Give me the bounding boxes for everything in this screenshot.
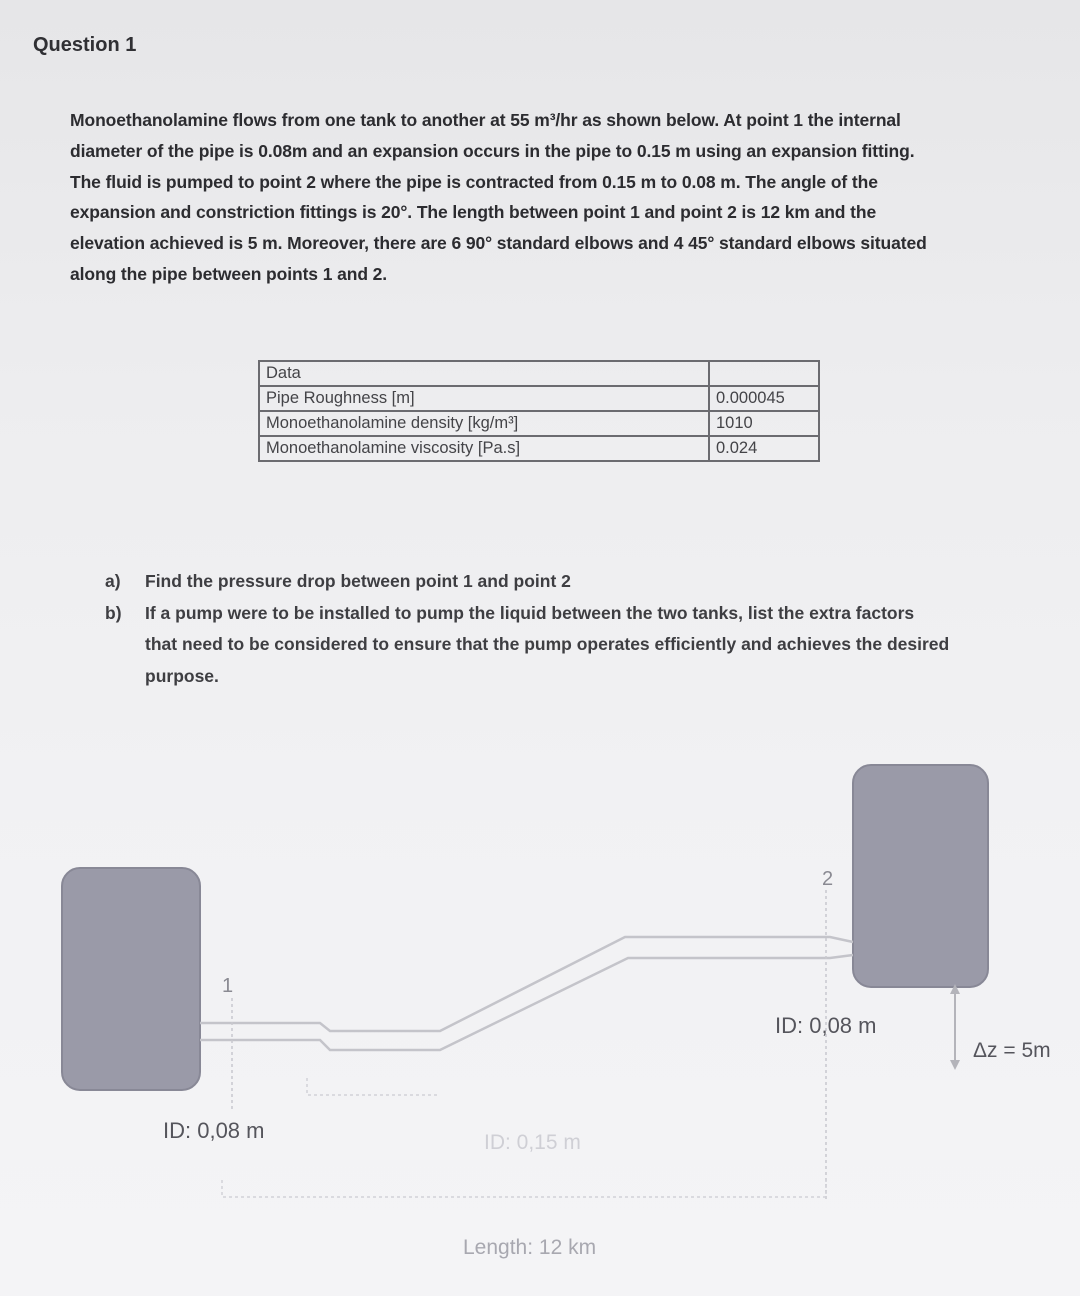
pipe-lower-wall — [200, 955, 853, 1050]
pipe-upper-wall — [200, 937, 853, 1031]
length-label: Length: 12 km — [463, 1236, 597, 1259]
question-line: that need to be considered to ensure that the pump operates efficiently and achieves the desired — [145, 634, 950, 654]
right-tank — [853, 765, 988, 987]
table-value: 1010 — [709, 411, 819, 436]
delta-z-label: Δz = 5m — [973, 1039, 1051, 1062]
table-value: 0.000045 — [709, 386, 819, 411]
statement-line: diameter of the pipe is 0.08m and an expansion occurs in the pipe to 0.15 m using an expansion fitting. — [70, 140, 915, 161]
statement-line: The fluid is pumped to point 2 where the pipe is contracted from 0.15 m to 0.08 m. The angle of the — [70, 171, 878, 192]
point2-label: 2 — [822, 868, 834, 890]
table-value: 0.024 — [709, 436, 819, 461]
statement-line: along the pipe between points 1 and 2. — [70, 263, 388, 284]
statement-line: expansion and constriction fittings is 20°. The length between point 1 and point 2 is 12 km and the — [70, 202, 877, 223]
expansion-bracket — [307, 1078, 440, 1095]
question-line: Find the pressure drop between point 1 and point 2 — [145, 571, 571, 591]
id-left-label: ID: 0,08 m — [163, 1118, 265, 1143]
table-label: Pipe Roughness [m] — [259, 386, 709, 411]
table-header: Data — [259, 361, 709, 386]
id-right-label: ID: 0,08 m — [775, 1013, 877, 1038]
question-letter: a) — [105, 571, 121, 591]
length-dimension-line — [222, 1180, 826, 1197]
question-line: If a pump were to be installed to pump the liquid between the two tanks, list the extra factors — [145, 602, 915, 623]
left-tank — [62, 868, 200, 1090]
question-title: Question 1 — [33, 34, 137, 56]
id-middle-label: ID: 0,15 m — [484, 1131, 581, 1154]
table-label: Monoethanolamine density [kg/m³] — [259, 411, 709, 436]
table-label: Monoethanolamine viscosity [Pa.s] — [259, 436, 709, 461]
statement-line: Monoethanolamine flows from one tank to another at 55 m³/hr as shown below. At point 1 the internal — [70, 110, 901, 130]
point1-label: 1 — [222, 975, 234, 997]
delta-z-arrow-bottom-icon — [950, 1060, 960, 1070]
statement-line: elevation achieved is 5 m. Moreover, there are 6 90° standard elbows and 4 45° standard elbows situated — [70, 233, 927, 254]
question-line: purpose. — [145, 665, 219, 686]
question-letter: b) — [105, 602, 122, 623]
